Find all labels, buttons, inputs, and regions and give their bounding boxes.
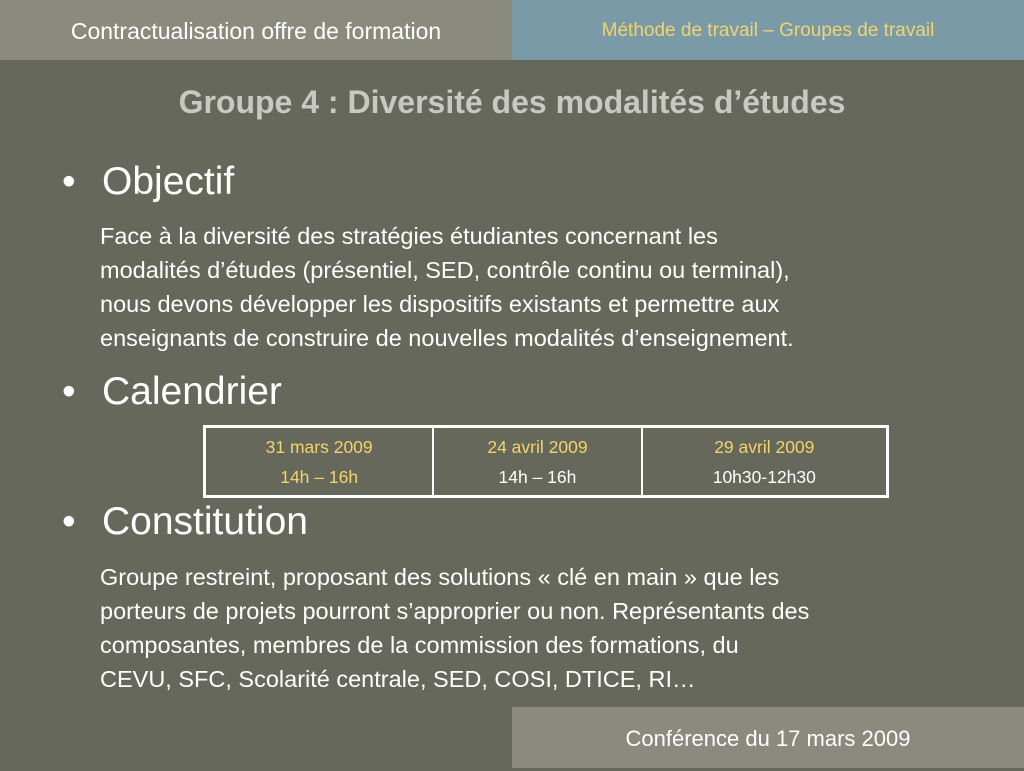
calendar-cell	[642, 427, 888, 497]
header-left-title: Contractualisation offre de formation	[0, 0, 512, 60]
bullet-heading-objectif: Objectif	[102, 160, 235, 203]
bullet-objectif	[62, 160, 234, 204]
constitution-paragraph	[100, 560, 980, 696]
bullet-heading-calendrier: Calendrier	[102, 370, 282, 413]
objectif-paragraph	[100, 219, 980, 355]
table-row	[205, 427, 888, 497]
bullet-icon: •	[62, 370, 76, 413]
paragraph-line: Groupe restreint, proposant des solutions « clé en main » que les	[100, 564, 780, 590]
paragraph-line: enseignants de construire de nouvelles modalités d’enseignement.	[100, 325, 794, 351]
calendar-time: 10h30-12h30	[712, 466, 816, 487]
paragraph-line: composantes, membres de la commission des formations, du	[100, 632, 739, 658]
calendar-date: 29 avril 2009	[714, 436, 815, 457]
paragraph-line: porteurs de projets pourront s’approprier ou non. Représentants des	[100, 598, 810, 624]
paragraph-line: modalités d’études (présentiel, SED, contrôle continu ou terminal),	[100, 257, 790, 283]
calendar-time: 14h – 16h	[498, 466, 577, 487]
bullet-icon: •	[62, 500, 76, 543]
paragraph-line: CEVU, SFC, Scolarité centrale, SED, COSI, DTICE, RI…	[100, 666, 696, 692]
paragraph-line: Face à la diversité des stratégies étudiantes concernant les	[100, 223, 718, 249]
calendar-table	[203, 425, 889, 498]
bullet-calendrier	[62, 370, 282, 414]
bullet-icon: •	[62, 160, 76, 203]
header-right-subtitle: Méthode de travail – Groupes de travail	[512, 0, 1024, 60]
slide-title: Groupe 4 : Diversité des modalités d’études	[178, 84, 846, 120]
paragraph-line: nous devons développer les dispositifs existants et permettre aux	[100, 291, 780, 317]
bullet-heading-constitution: Constitution	[102, 500, 308, 543]
bullet-constitution	[62, 500, 308, 544]
calendar-cell	[205, 427, 434, 497]
footer-conference: Conférence du 17 mars 2009	[512, 707, 1024, 768]
calendar-date: 24 avril 2009	[487, 436, 588, 457]
calendar-cell	[433, 427, 641, 497]
calendar-time: 14h – 16h	[280, 466, 359, 487]
calendar-date: 31 mars 2009	[265, 436, 373, 457]
